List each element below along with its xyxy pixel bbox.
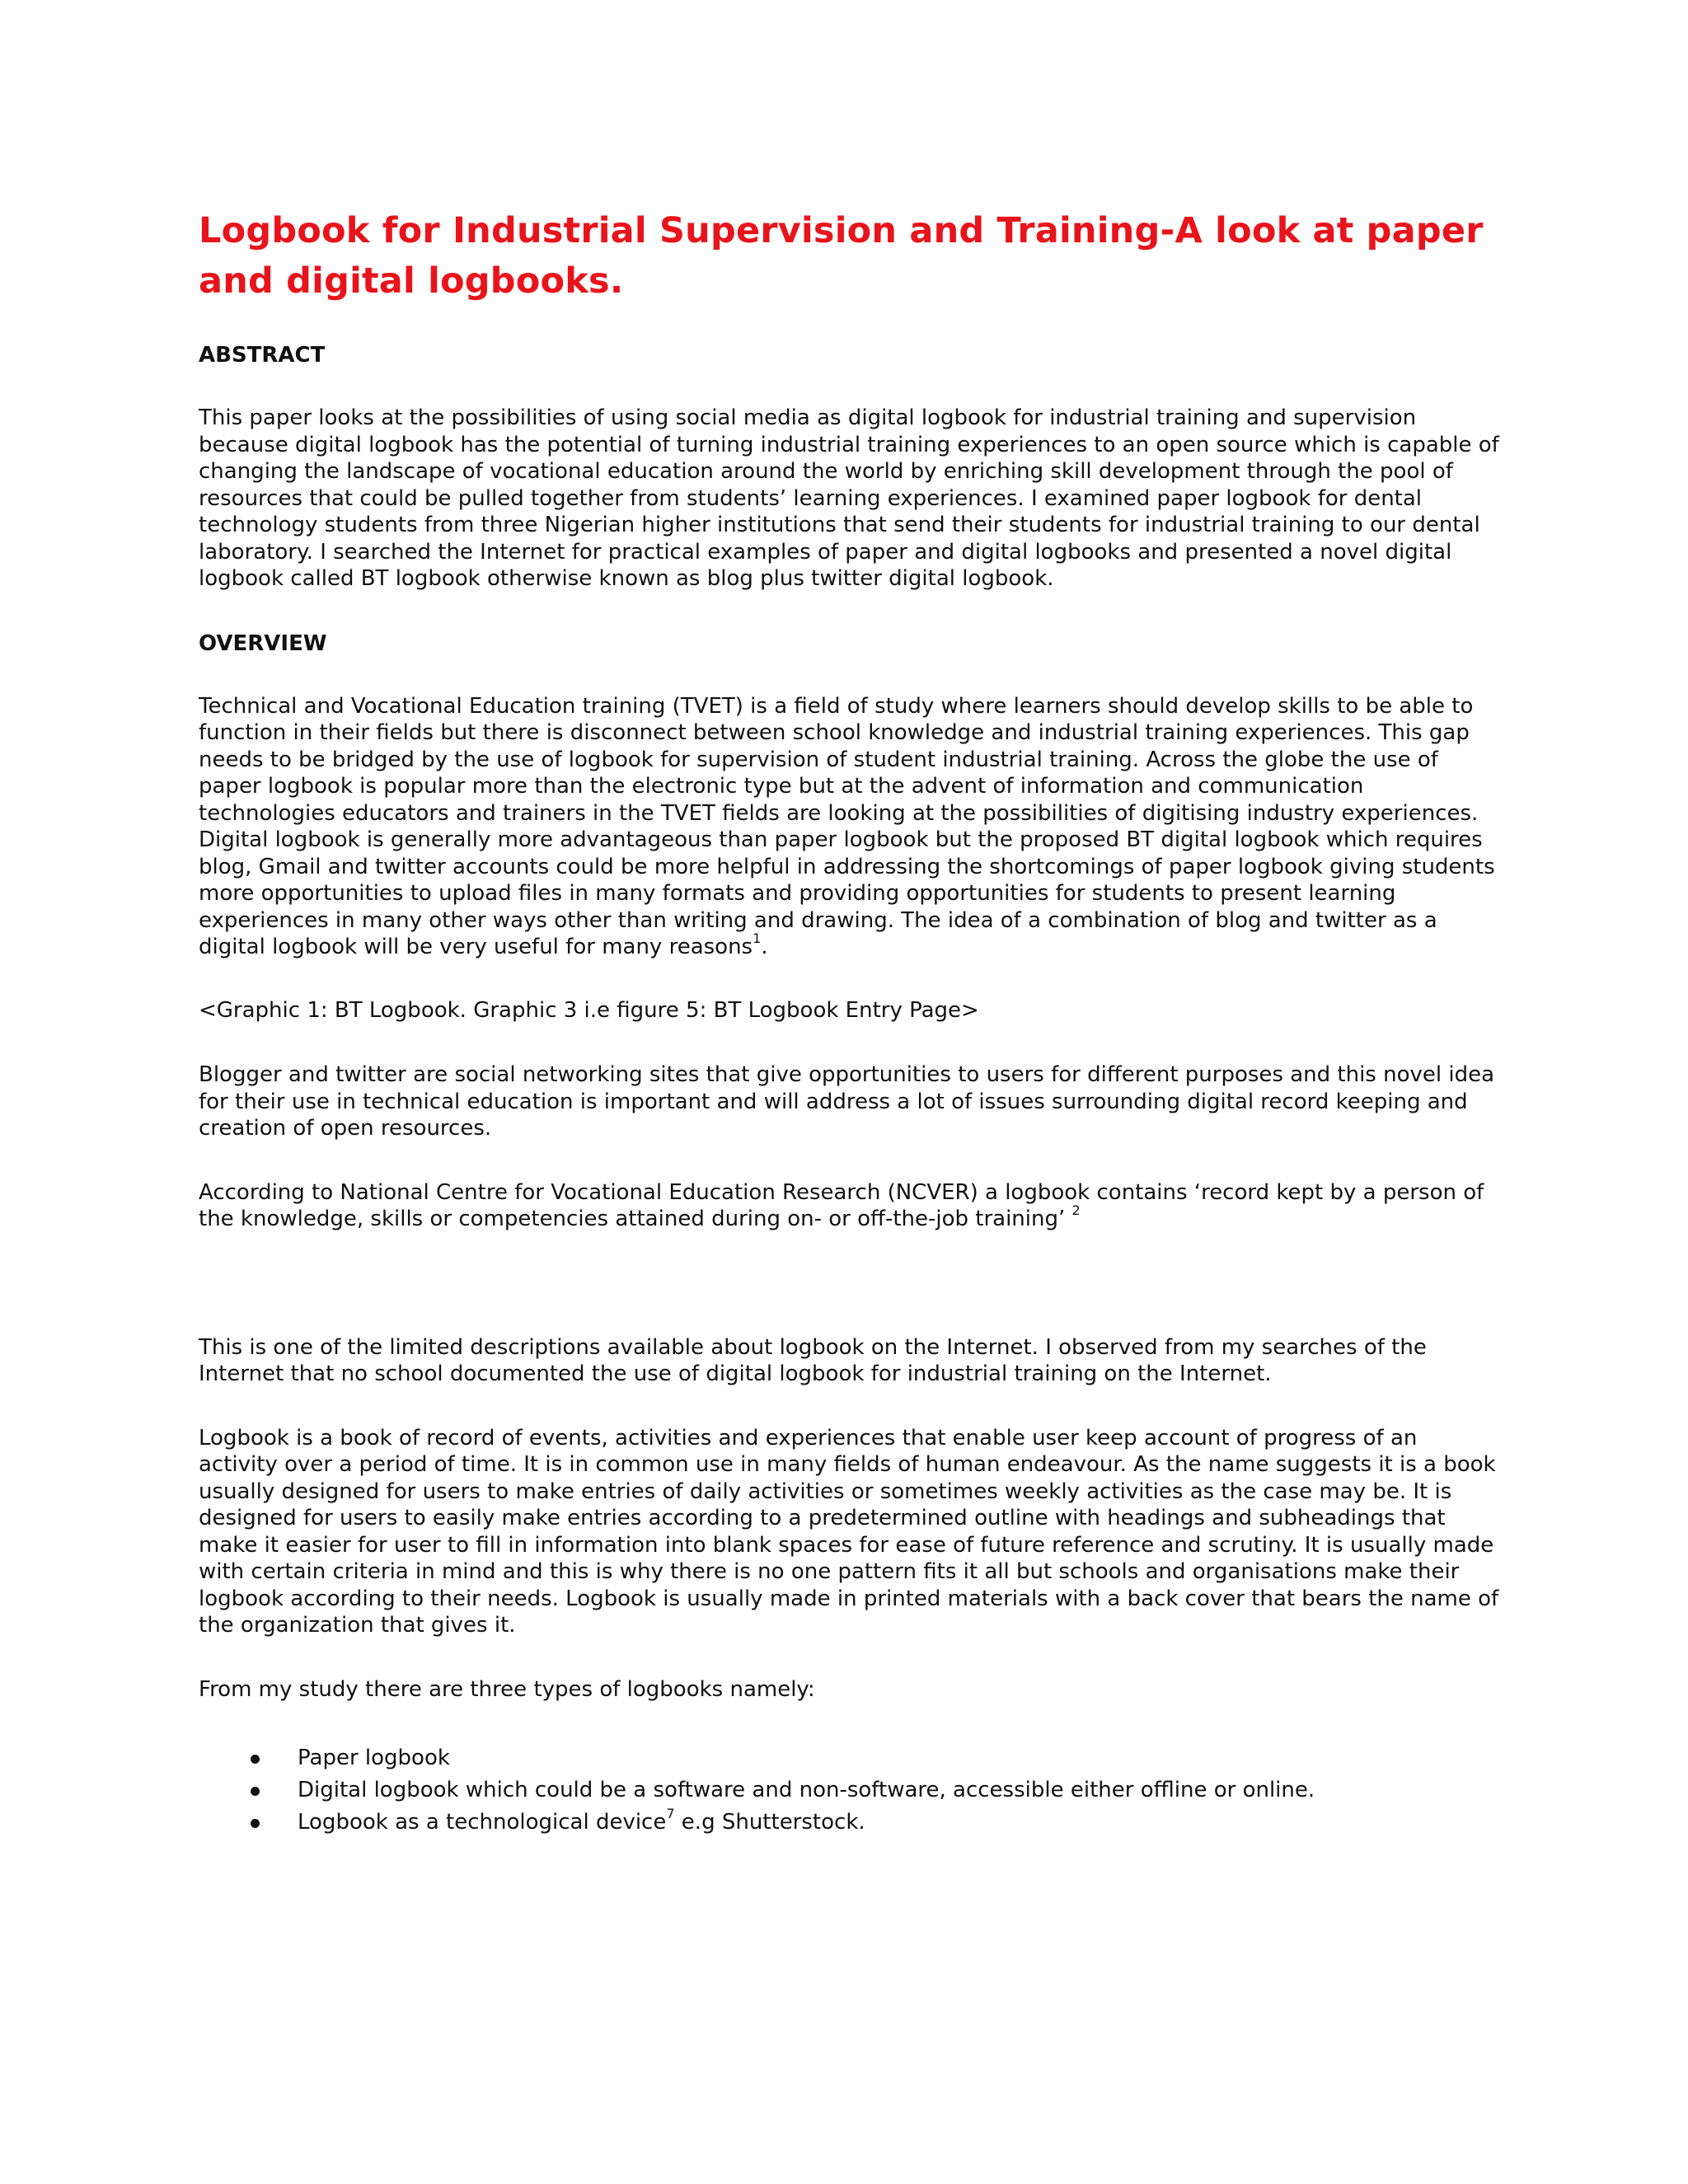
ncver-paragraph bbox=[199, 1179, 1501, 1233]
logbook-definition-paragraph: Logbook is a book of record of events, activities and experiences that enable user keep account of progress of an activity over a period of time. It is in common use in many fields of human endeavour. As the name suggests it is a book usually designed for users to make entries of daily activities or sometimes weekly activities as the case may be. It is designed for users to easily make entries according to a predetermined outline with headings and subheadings that make it easier for user to fill in information into blank spaces for ease of future reference and scrutiny. It is usually made with certain criteria in mind and this is why there is no one pattern fits it all but schools and organisations make their logbook according to their needs. Logbook is usually made in printed materials with a back cover that bears the name of the organization that gives it. bbox=[199, 1425, 1499, 1638]
document-page bbox=[199, 206, 1501, 1839]
logbook-types-list bbox=[199, 1742, 1501, 1839]
document-title: Logbook for Industrial Supervision and Training-A look at paper and digital logbooks. bbox=[199, 210, 1484, 302]
bullet-icon bbox=[251, 1755, 260, 1764]
bullet-icon bbox=[251, 1787, 260, 1796]
list-item bbox=[199, 1742, 1501, 1774]
abstract-body: This paper looks at the possibilities of using social media as digital logbook for industrial training and supervision because digital logbook has the potential of turning industrial training experiences to an open source which is capable of changing the landscape of vocational education around the world by enriching skill development through the pool of resources that could be pulled together from students’ learning experiences. I examined paper logbook for dental technology students from three Nigerian higher institutions that send their students for industrial training to our dental laboratory. I searched the Internet for practical examples of paper and digital logbooks and presented a novel digital logbook called BT logbook otherwise known as blog plus twitter digital logbook. bbox=[199, 405, 1499, 591]
footnote-ref-1: 1 bbox=[753, 930, 762, 947]
list-item-text: Digital logbook which could be a software and non-software, accessible either offline or online. bbox=[298, 1778, 1315, 1802]
list-item-text: Paper logbook bbox=[298, 1746, 450, 1770]
list-item-text: Logbook as a technological device bbox=[298, 1810, 667, 1835]
footnote-ref-7: 7 bbox=[666, 1806, 675, 1822]
list-item bbox=[199, 1807, 1501, 1839]
overview-heading: OVERVIEW bbox=[199, 630, 327, 656]
list-item bbox=[199, 1774, 1501, 1807]
graphic-placeholder-note: <Graphic 1: BT Logbook. Graphic 3 i.e figure 5: BT Logbook Entry Page> bbox=[199, 997, 979, 1023]
limited-descriptions-paragraph: This is one of the limited descriptions available about logbook on the Internet. I observed from my searches of the Internet that no school documented the use of digital logbook for industrial training on the Internet. bbox=[199, 1334, 1427, 1386]
logbook-types-intro: From my study there are three types of logbooks namely: bbox=[199, 1676, 815, 1702]
footnote-ref-2: 2 bbox=[1071, 1202, 1081, 1219]
blogger-paragraph: Blogger and twitter are social networking sites that give opportunities to users for different purposes and this novel idea for their use in technical education is important and will address a lot of issues surrounding digital record keeping and creation of open resources. bbox=[199, 1062, 1495, 1141]
list-item-text-end: e.g Shutterstock. bbox=[674, 1810, 865, 1835]
ncver-text: According to National Centre for Vocational Education Research (NCVER) a logbook contains ‘record kept by a person of the knowledge, skills or competencies attained during on- or off-the-job training’ bbox=[199, 1179, 1484, 1231]
overview-end: . bbox=[761, 935, 768, 959]
overview-body bbox=[199, 693, 1501, 961]
abstract-heading: ABSTRACT bbox=[199, 343, 326, 368]
overview-text: Technical and Vocational Education training (TVET) is a field of study where learners should develop skills to be able to function in their fields but there is disconnect between school knowledge and industrial training experiences. This gap needs to be bridged by the use of logbook for supervision of student industrial training. Across the globe the use of paper logbook is popular more than the electronic type but at the advent of information and communication technologies educators and trainers in the TVET fields are looking at the possibilities of digitising industry experiences. Digital logbook is generally more advantageous than paper logbook but the proposed BT digital logbook which requires blog, Gmail and twitter accounts could be more helpful in addressing the shortcomings of paper logbook giving students more opportunities to upload files in many formats and providing opportunities for students to present learning experiences in many other ways other than writing and drawing. The idea of a combination of blog and twitter as a digital logbook will be very useful for many reasons bbox=[199, 693, 1495, 959]
bullet-icon bbox=[251, 1819, 260, 1828]
